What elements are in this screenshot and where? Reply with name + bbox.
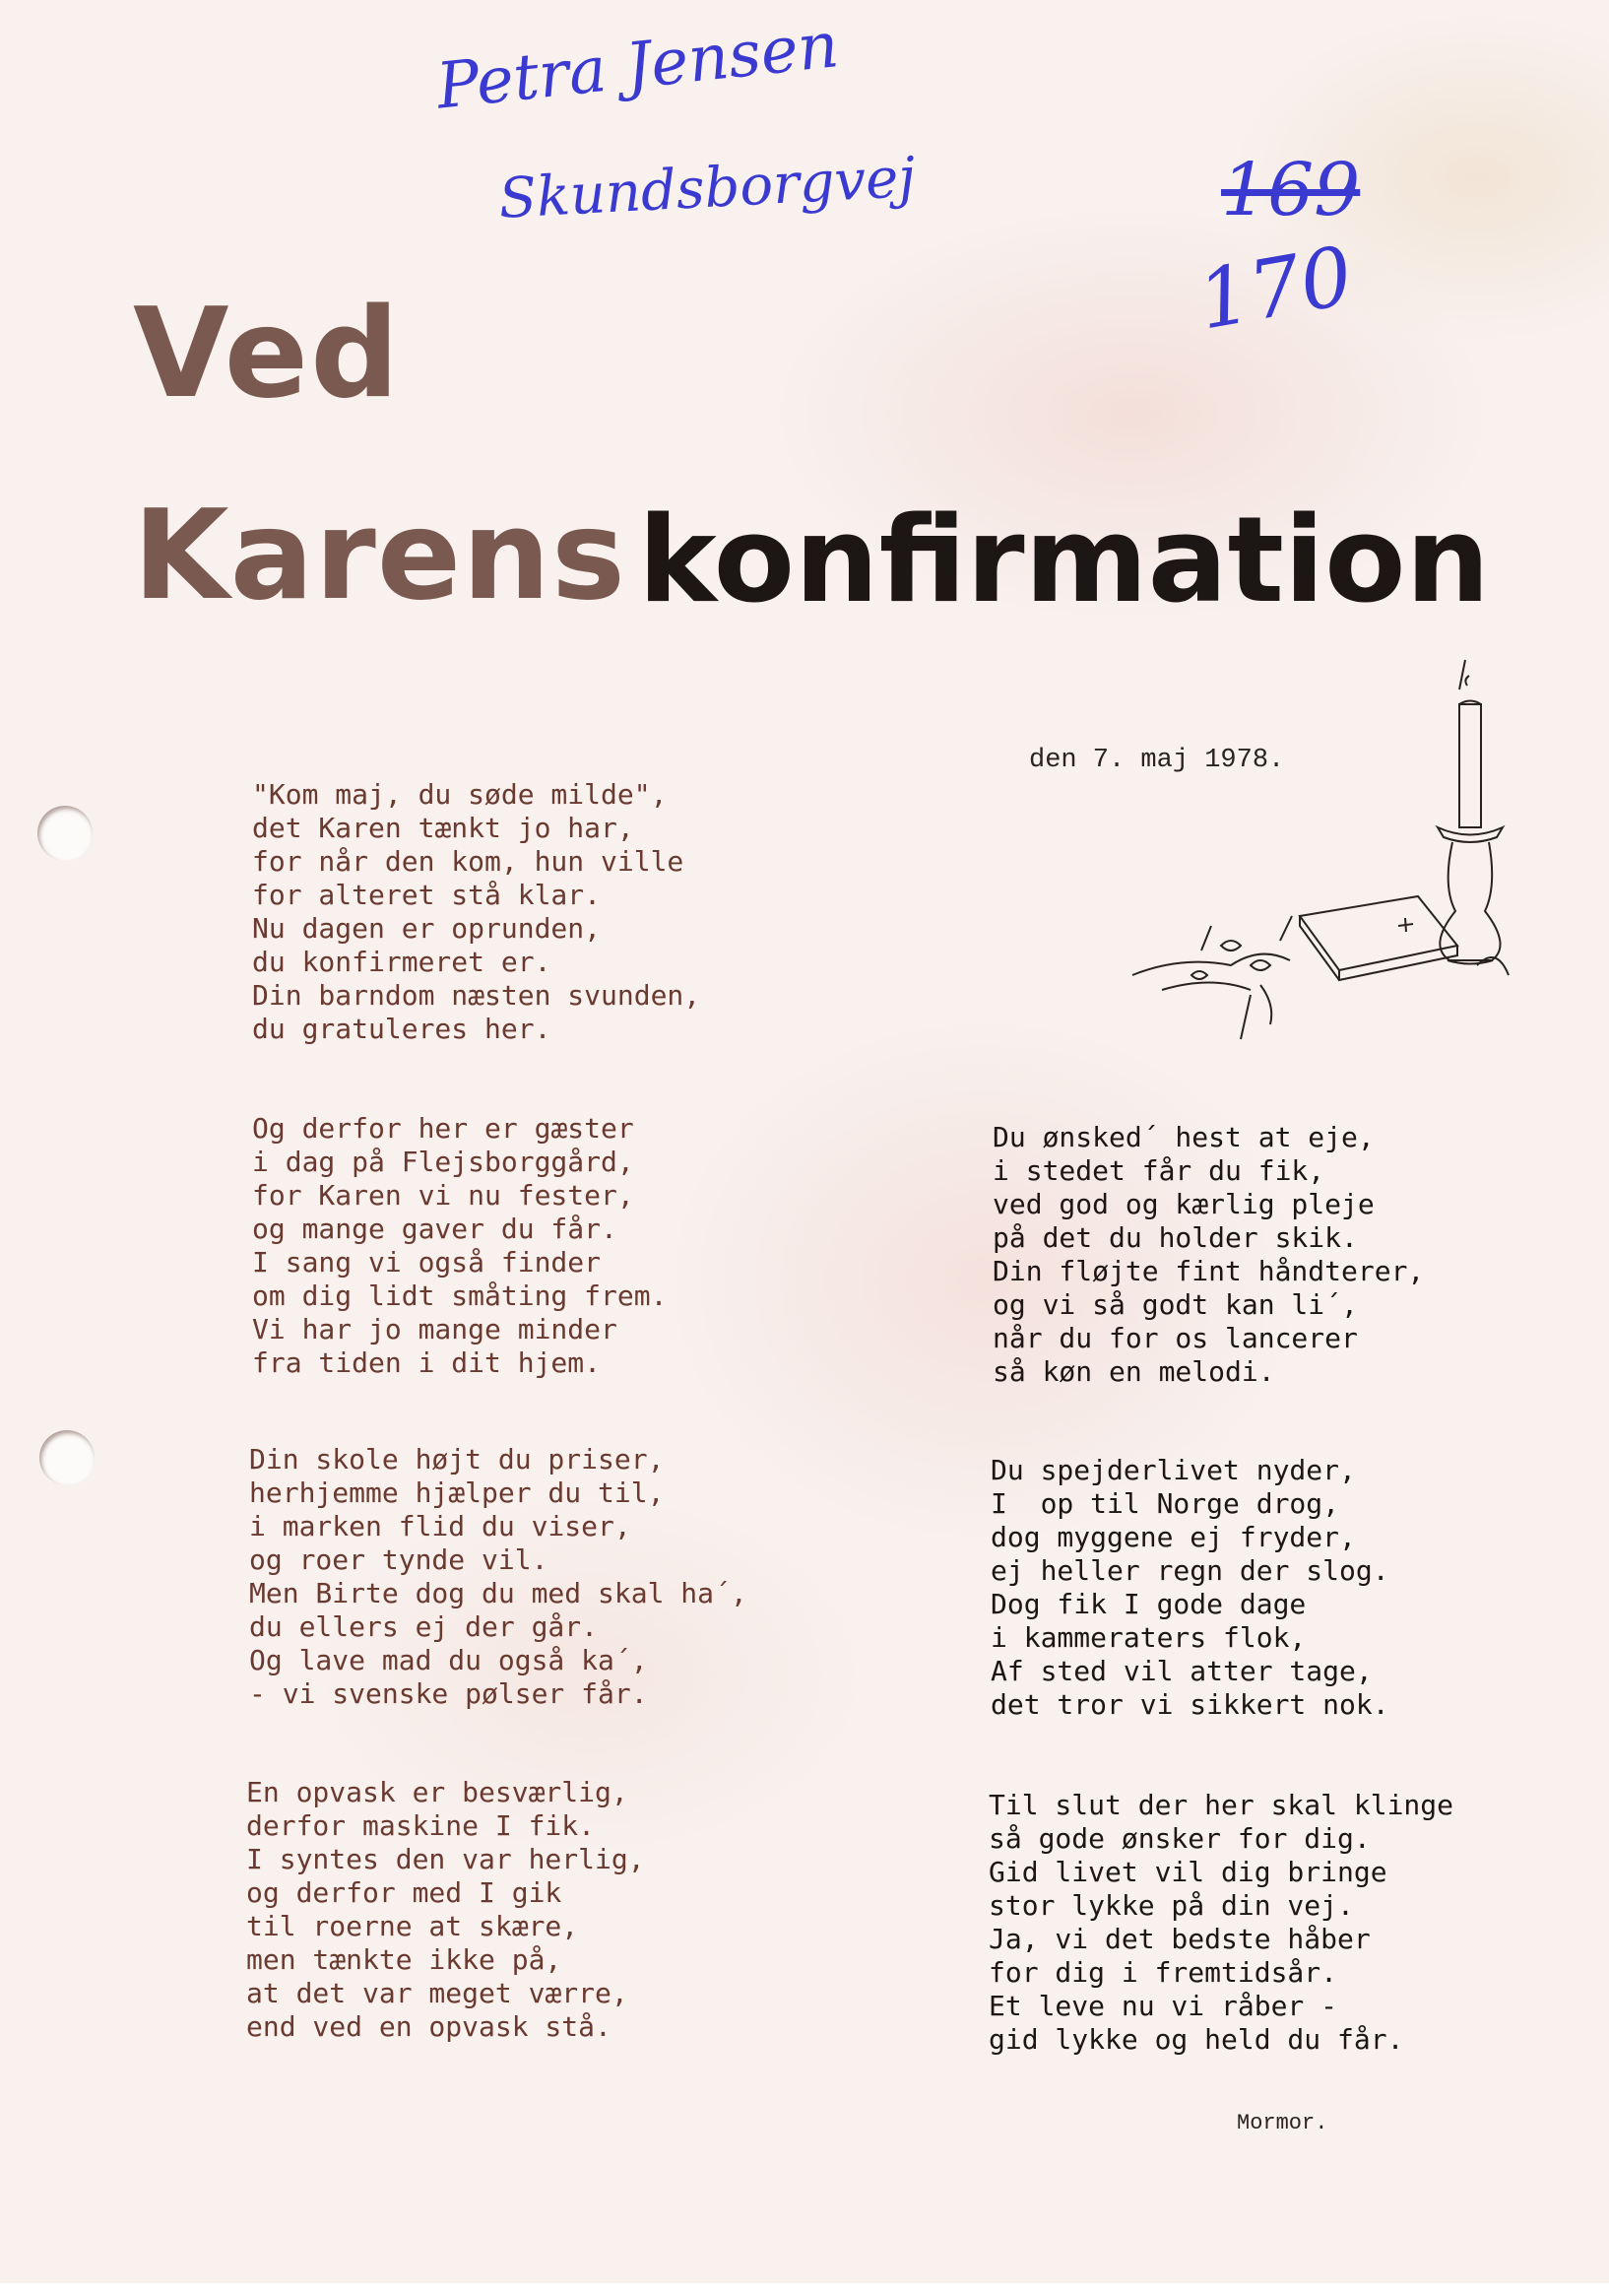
handwritten-old-number: 169 <box>1221 148 1361 232</box>
right-stanza-1: Du ønsked´ hest at eje, i stedet får du fik, ved god og kærlig pleje på det du holder skik. Din fløjte fint håndterer, og vi så godt kan li´, når du for os lancerer så køn en melodi. <box>993 1121 1425 1388</box>
title-karens: Karens <box>133 483 626 627</box>
handwritten-new-number: 170 <box>1191 229 1360 349</box>
left-stanza-2: Og derfor her er gæster i dag på Flejsborggård, for Karen vi nu fester, og mange gaver du får. I sang vi også finder om dig lidt småting frem. Vi har jo mange minder fra tiden i dit hjem. <box>252 1112 668 1379</box>
title-konfirmation: konfirmation <box>638 492 1490 629</box>
left-stanza-1: "Kom maj, du søde milde", det Karen tænkt jo har, for når den kom, hun ville for alteret stå klar. Nu dagen er oprunden, du konfirmeret er. Din barndom næsten svunden, du gratuleres her. <box>252 778 701 1045</box>
handwritten-name: Petra Jensen <box>433 9 843 124</box>
left-stanza-3: Din skole højt du priser, herhjemme hjælper du til, i marken flid du viser, og roer tynde vil. Men Birte dog du med skal ha´, du ellers ej der går. Og lave mad du også ka´, - vi svenske pølser får. <box>249 1443 747 1710</box>
punch-hole-top <box>37 806 93 861</box>
scan-edge <box>0 2283 1609 2296</box>
punch-hole-bottom <box>39 1430 95 1485</box>
right-stanza-2: Du spejderlivet nyder, I op til Norge drog, dog myggene ej fryder, ej heller regn der slog. Dog fik I gode dage i kammeraters flok, Af sted vil atter tage, det tror vi sikkert nok. <box>991 1454 1389 1721</box>
right-stanza-3: Til slut der her skal klinge så gode ønsker for dig. Gid livet vil dig bringe stor lykke på din vej. Ja, vi det bedste håber for dig i fremtidsår. Et leve nu vi råber - gid lykke og held du får. <box>989 1789 1454 2056</box>
date-line: den 7. maj 1978. <box>1029 746 1285 775</box>
handwritten-street: Skundsborgvej <box>497 145 918 231</box>
left-stanza-4: En opvask er besværlig, derfor maskine I fik. I syntes den var herlig, og derfor med I gik til roerne at skære, men tænkte ikke på, at det var meget værre, end ved en opvask stå. <box>246 1776 645 2043</box>
candle-and-book-icon <box>1103 650 1516 1044</box>
signature: Mormor. <box>1237 2111 1328 2135</box>
title-ved: Ved <box>133 281 402 426</box>
